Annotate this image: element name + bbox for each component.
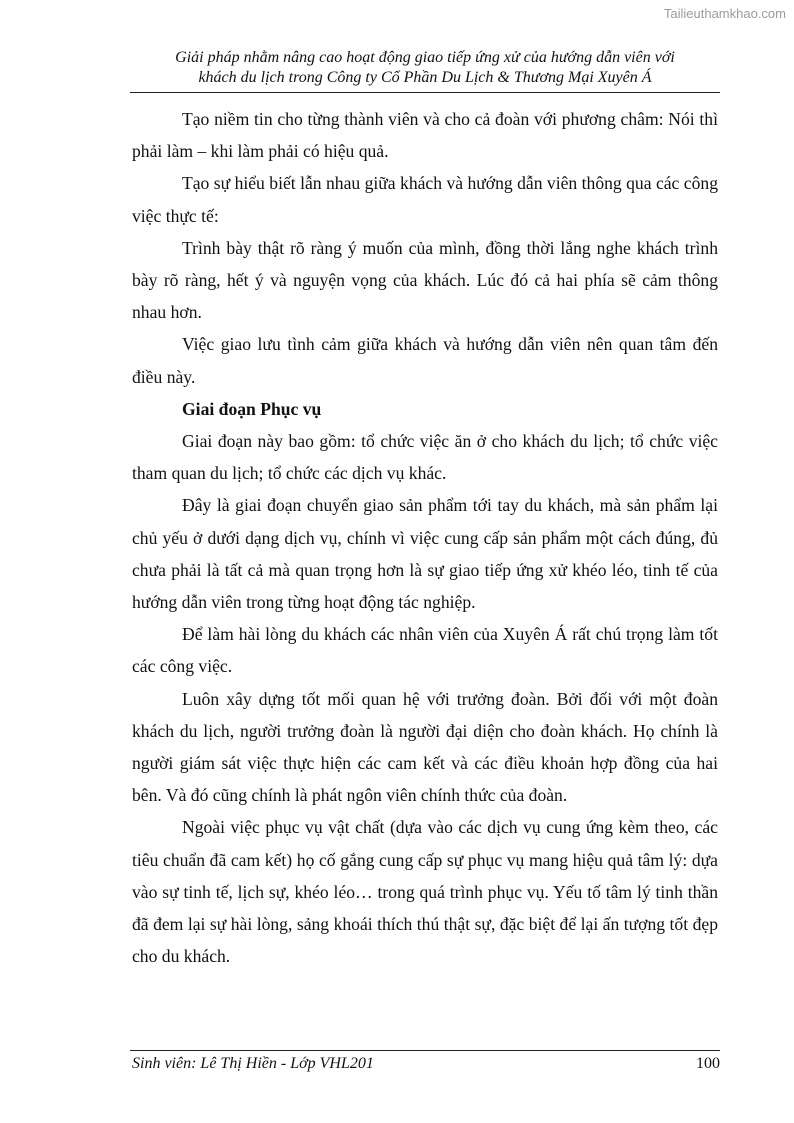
paragraph: Tạo niềm tin cho từng thành viên và cho cả đoàn với phương châm: Nói thì phải làm – khi làm phải có hiệu quả. [132,109,718,162]
paragraph: Trình bày thật rõ ràng ý muốn của mình, đồng thời lắng nghe khách trình bày rõ ràng, hết ý và nguyện vọng của khách. Lúc đó cả hai phía sẽ cảm thông nhau hơn. [132,237,718,323]
paragraph: Đây là giai đoạn chuyển giao sản phẩm tới tay du khách, mà sản phẩm lại chủ yếu ở dưới dạng dịch vụ, chính vì việc cung cấp sản phẩm một cách đúng, đủ chưa phải là tất cả mà quan trọng hơn là sự giao tiếp ứng xử khéo léo, tinh tế của hướng dẫn viên trong từng hoạt động tác nghiệp. [132,495,718,613]
section-heading: Giai đoạn Phục vụ [182,398,322,419]
paragraph: Việc giao lưu tình cảm giữa khách và hướng dẫn viên nên quan tâm đến điều này. [132,334,718,387]
header-divider [130,92,720,93]
footer-divider [130,1050,720,1051]
page-header [130,48,720,88]
paragraph: Tạo sự hiểu biết lẫn nhau giữa khách và hướng dẫn viên thông qua các công việc thực tế: [132,173,718,226]
header-line-1: Giải pháp nhằm nâng cao hoạt động giao tiếp ứng xử của hướng dẫn viên với [175,49,675,66]
page-number: 100 [696,1055,720,1072]
paragraph: Luôn xây dựng tốt mối quan hệ với trưởng đoàn. Bởi đối với một đoàn khách du lịch, người trưởng đoàn là người đại diện cho đoàn khách. Họ chính là người giám sát việc thực hiện các cam kết và các điều khoản hợp đồng của hai bên. Và đó cũng chính là phát ngôn viên chính thức của đoàn. [132,688,718,806]
paragraph: Giai đoạn này bao gồm: tổ chức việc ăn ở cho khách du lịch; tổ chức việc tham quan du lịch; tổ chức các dịch vụ khác. [132,431,718,484]
document-body [132,103,718,972]
paragraph: Để làm hài lòng du khách các nhân viên của Xuyên Á rất chú trọng làm tốt các công việc. [132,624,718,677]
watermark-text: Tailieuthamkhao.com [663,6,786,21]
paragraph: Ngoài việc phục vụ vật chất (dựa vào các dịch vụ cung ứng kèm theo, các tiêu chuẩn đã cam kết) họ cố gắng cung cấp sự phục vụ mang hiệu quả tâm lý: dựa vào sự tinh tế, lịch sự, khéo léo… trong quá trình phục vụ. Yếu tố tâm lý tinh thần đã đem lại sự hài lòng, sảng khoái thích thú thật sự, đặc biệt để lại ấn tượng tốt đẹp cho du khách. [132,817,718,967]
footer-student-info: Sinh viên: Lê Thị Hiền - Lớp VHL201 [132,1055,374,1072]
header-line-2: khách du lịch trong Công ty Cổ Phần Du Lịch & Thương Mại Xuyên Á [198,69,652,86]
